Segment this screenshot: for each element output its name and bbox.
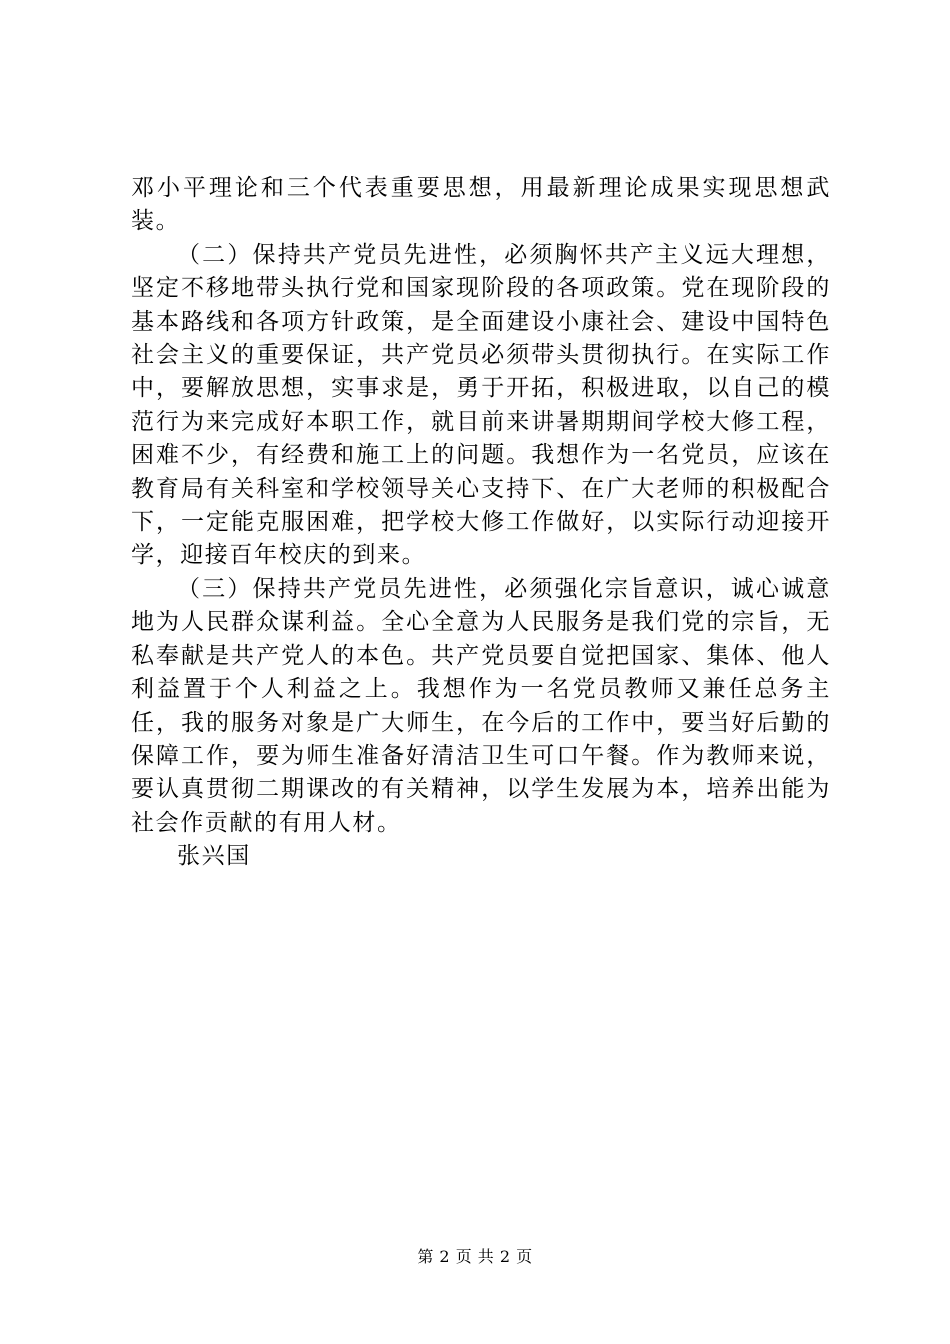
paragraph-section-three: （三）保持共产党员先进性，必须强化宗旨意识，诚心诚意地为人民群众谋利益。全心全意为人民服务是我们党的宗旨，无私奉献是共产党人的本色。共产党员要自觉把国家、集体、他人利益置于个人利益之上。我想作为一名党员教师又兼任总务主任，我的服务对象是广大师生，在今后的工作中，要当好后勤的保障工作，要为师生准备好清洁卫生可口午餐。作为教师来说，要认真贯彻二期课改的有关精神，以学生发展为本，培养出能为社会作贡献的有用人材。 <box>131 575 831 836</box>
paragraph-section-two: （二）保持共产党员先进性，必须胸怀共产主义远大理想，坚定不移地带头执行党和国家现阶段的各项政策。党在现阶段的基本路线和各项方针政策，是全面建设小康社会、建设中国特色社会主义的重要保证，共产党员必须带头贯彻执行。在实际工作中，要解放思想，实事求是，勇于开拓，积极进取，以自己的模范行为来完成好本职工作，就目前来讲暑期期间学校大修工程，困难不少，有经费和施工上的问题。我想作为一名党员，应该在教育局有关科室和学校领导关心支持下、在广大老师的积极配合下，一定能克服困难，把学校大修工作做好，以实际行动迎接开学，迎接百年校庆的到来。 <box>131 241 831 569</box>
page-footer: 第 2 页 共 2 页 <box>417 1247 533 1266</box>
paragraph-continuation: 邓小平理论和三个代表重要思想，用最新理论成果实现思想武装。 <box>131 175 831 235</box>
author-signature: 张兴国 <box>177 843 251 870</box>
document-body <box>131 172 831 874</box>
